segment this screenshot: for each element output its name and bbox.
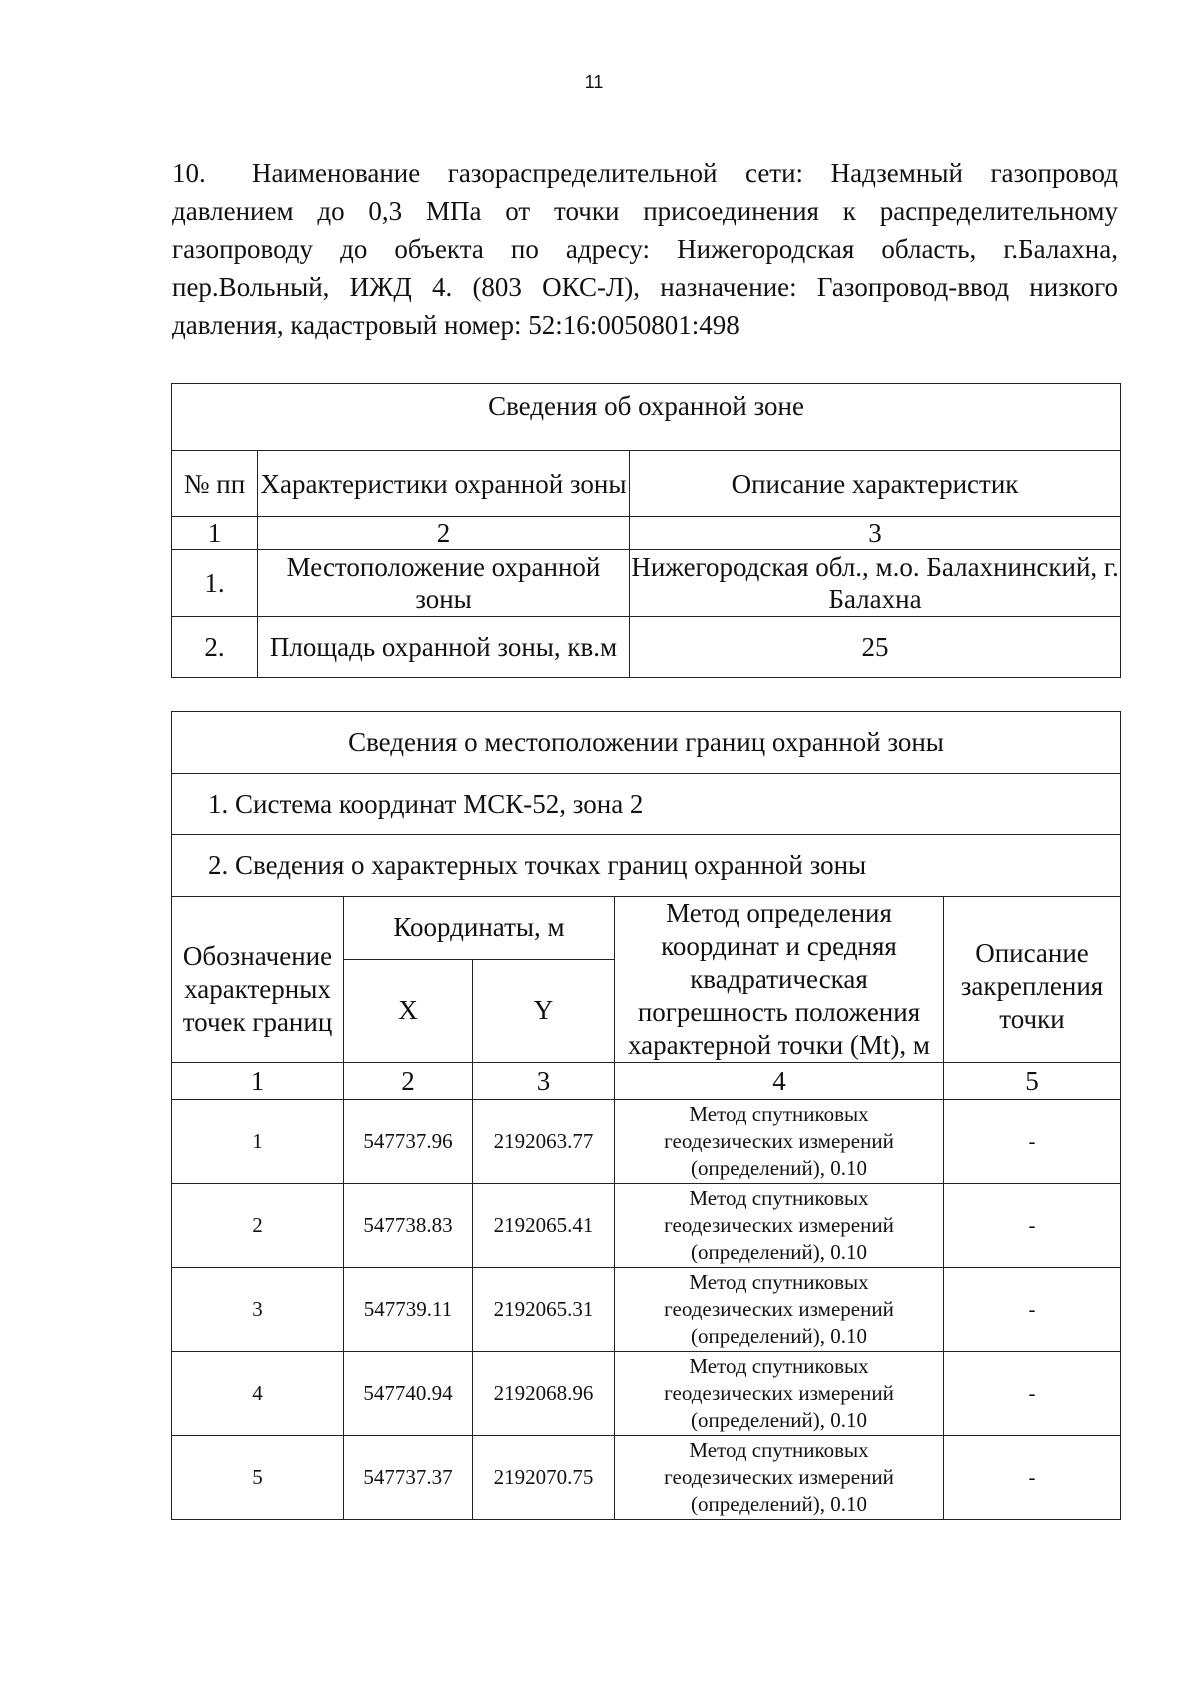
col-number: 5 — [944, 1063, 1121, 1100]
coordinate-system: 1. Система координат МСК-52, зона 2 — [172, 774, 1121, 835]
header-fixing: Описание закрепления точки — [944, 897, 1121, 1063]
boundary-table-title: Сведения о местоположении границ охранной зоны — [172, 712, 1121, 774]
table-row — [172, 1436, 1121, 1520]
point-y: 2192068.96 — [473, 1352, 615, 1436]
network-description — [172, 154, 1118, 344]
col-number: 1 — [172, 517, 258, 550]
header-coordinates: Координаты, м — [344, 897, 615, 960]
table-row — [172, 550, 1121, 617]
row-number: 2. — [172, 617, 258, 678]
point-fixing: - — [944, 1100, 1121, 1184]
point-y: 2192065.41 — [473, 1184, 615, 1268]
table-row — [172, 617, 1121, 678]
point-y: 2192070.75 — [473, 1436, 615, 1520]
boundary-points-section: 2. Сведения о характерных точках границ охранной зоны — [172, 835, 1121, 897]
point-fixing: - — [944, 1268, 1121, 1352]
point-fixing: - — [944, 1184, 1121, 1268]
col-number: 2 — [258, 517, 630, 550]
point-y: 2192063.77 — [473, 1100, 615, 1184]
col-number: 4 — [615, 1063, 944, 1100]
header-method: Метод определения координат и средняя квадратическая погрешность положения характерной точки (Mt), м — [615, 897, 944, 1063]
table-row — [172, 1184, 1121, 1268]
point-id: 5 — [172, 1436, 344, 1520]
point-id: 4 — [172, 1352, 344, 1436]
col-number: 1 — [172, 1063, 344, 1100]
row-description: Нижегородская обл., м.о. Балахнинский, г. Балахна — [630, 550, 1121, 617]
table-row — [172, 1352, 1121, 1436]
point-x: 547737.37 — [344, 1436, 473, 1520]
col-number: 3 — [630, 517, 1121, 550]
zone-table-title: Сведения об охранной зоне — [172, 384, 1121, 451]
point-method: Метод спутниковых геодезических измерений (определений), 0.10 — [615, 1100, 944, 1184]
protection-zone-table — [171, 383, 1121, 678]
header-x: X — [344, 959, 473, 1062]
row-characteristic: Площадь охранной зоны, кв.м — [258, 617, 630, 678]
table-row — [172, 1100, 1121, 1184]
point-method: Метод спутниковых геодезических измерений (определений), 0.10 — [615, 1184, 944, 1268]
paragraph-number: 10. — [172, 158, 206, 188]
row-description: 25 — [630, 617, 1121, 678]
point-id: 1 — [172, 1100, 344, 1184]
boundary-points-table — [171, 711, 1121, 1520]
page-number: 11 — [584, 72, 604, 92]
table-row — [172, 1268, 1121, 1352]
header-characteristic: Характеристики охранной зоны — [258, 451, 630, 517]
col-number: 2 — [344, 1063, 473, 1100]
col-number: 3 — [473, 1063, 615, 1100]
point-y: 2192065.31 — [473, 1268, 615, 1352]
paragraph-text: Наименование газораспределительной сети: Надземный газопровод давлением до 0,3 МПа от точки присоединения к распределительному газопроводу до объекта по адресу: Нижегородская область, г.Балахна, пер.Вольный, ИЖД 4. (803 ОКС-Л), назначение: Газопровод-ввод низкого давления, кадастровый номер: 52:16:0050801:498 — [172, 158, 1118, 340]
point-x: 547740.94 — [344, 1352, 473, 1436]
point-id: 3 — [172, 1268, 344, 1352]
header-y: Y — [473, 959, 615, 1062]
row-characteristic: Местоположение охранной зоны — [258, 550, 630, 617]
row-number: 1. — [172, 550, 258, 617]
point-method: Метод спутниковых геодезических измерений (определений), 0.10 — [615, 1268, 944, 1352]
point-fixing: - — [944, 1436, 1121, 1520]
point-fixing: - — [944, 1352, 1121, 1436]
header-number: № пп — [172, 451, 258, 517]
point-x: 547738.83 — [344, 1184, 473, 1268]
point-method: Метод спутниковых геодезических измерений (определений), 0.10 — [615, 1352, 944, 1436]
point-method: Метод спутниковых геодезических измерений (определений), 0.10 — [615, 1436, 944, 1520]
point-id: 2 — [172, 1184, 344, 1268]
point-x: 547739.11 — [344, 1268, 473, 1352]
point-x: 547737.96 — [344, 1100, 473, 1184]
header-point-designation: Обозначение характерных точек границ — [172, 897, 344, 1063]
header-description: Описание характеристик — [630, 451, 1121, 517]
